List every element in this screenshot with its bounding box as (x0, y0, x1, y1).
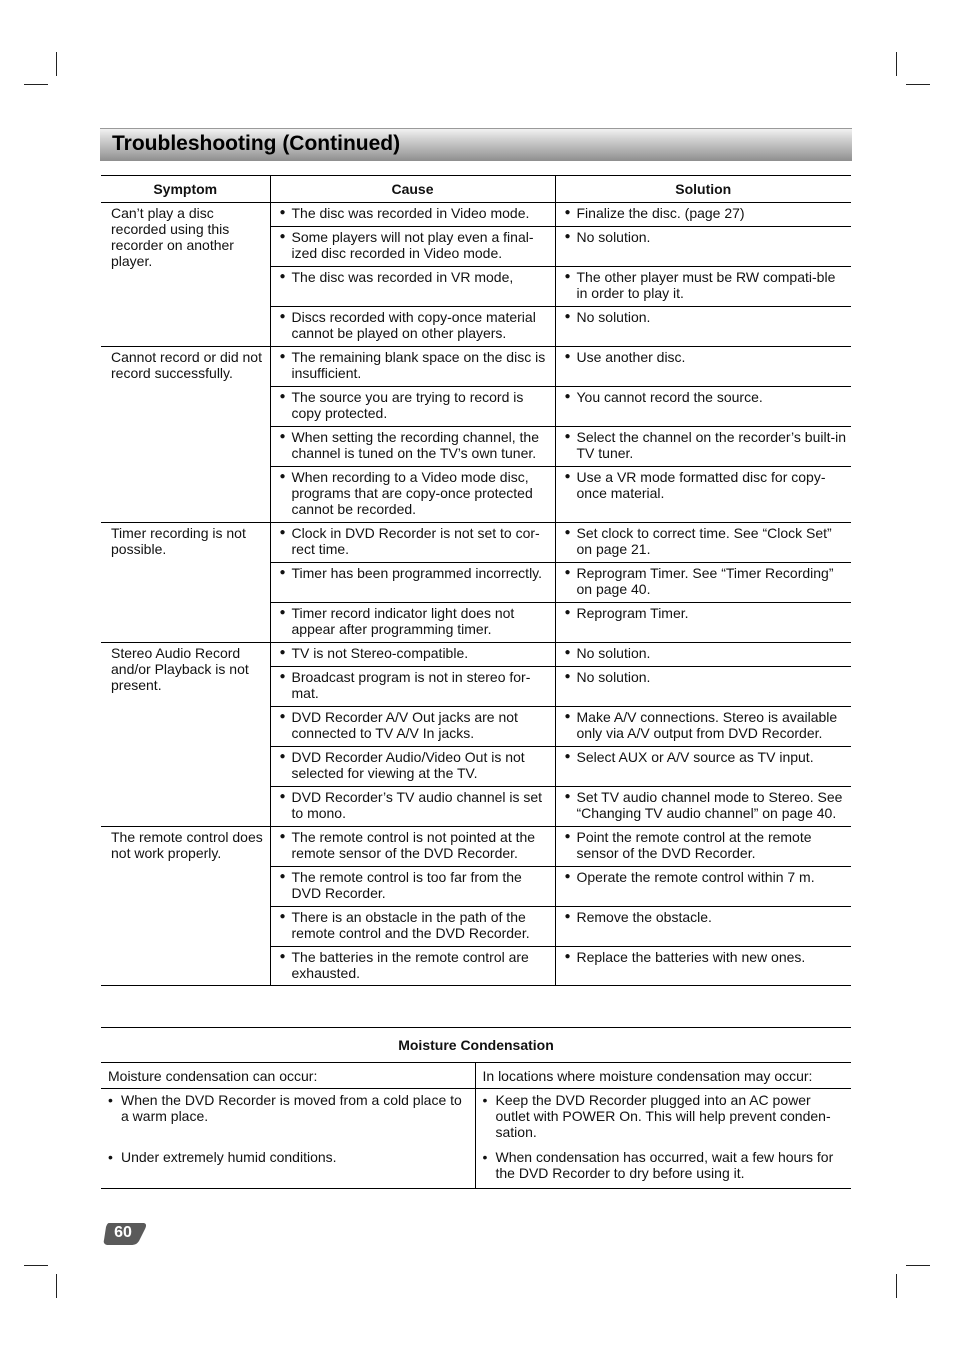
symptom-header: Symptom (101, 176, 270, 203)
troubleshooting-body (101, 203, 851, 986)
solution-header: Solution (555, 176, 851, 203)
cause-cell: ● The remote control is not pointed at the remote sensor of the DVD Recorder. (270, 827, 555, 867)
crop-mark (24, 1265, 48, 1266)
solution-cell: ● Reprogram Timer. See “Timer Recording” on page 40. (555, 563, 851, 603)
bullet-icon: • (482, 1149, 488, 1165)
cause-cell: ● Some players will not play even a final-ized disc recorded in Video mode. (270, 227, 555, 267)
cause-cell: ● The batteries in the remote control are exhausted. (270, 947, 555, 986)
troubleshooting-table (101, 175, 851, 986)
moisture-table (101, 1027, 851, 1189)
bullet-icon: • (482, 1092, 488, 1108)
bullet-icon: ● (279, 871, 286, 882)
crop-mark (24, 84, 48, 85)
solution-cell: ● Use a VR mode formatted disc for copy-once material. (555, 467, 851, 523)
title-bar (100, 128, 852, 161)
table-row (101, 643, 851, 667)
bullet-icon: ● (279, 831, 286, 842)
crop-mark (906, 1265, 930, 1266)
bullet-icon: ● (279, 607, 286, 618)
cause-cell: ● Clock in DVD Recorder is not set to cor-rect time. (270, 523, 555, 563)
bullet-icon: ● (564, 647, 571, 658)
bullet-icon: ● (279, 527, 286, 538)
bullet-icon: ● (279, 431, 286, 442)
bullet-icon: • (108, 1149, 113, 1165)
bullet-icon: ● (564, 567, 571, 578)
cause-cell: ● DVD Recorder A/V Out jacks are not connected to TV A/V In jacks. (270, 707, 555, 747)
cause-cell: ● The disc was recorded in Video mode. (270, 203, 555, 227)
bullet-icon: ● (279, 791, 286, 802)
bullet-icon: ● (564, 951, 571, 962)
bullet-icon: ● (279, 911, 286, 922)
bullet-icon: ● (279, 751, 286, 762)
cause-cell: ● The source you are trying to record is copy protected. (270, 387, 555, 427)
cause-cell: ● The remote control is too far from the DVD Recorder. (270, 867, 555, 907)
table-row (101, 347, 851, 387)
bullet-icon: • (108, 1092, 113, 1108)
moisture-left-header: Moisture condensation can occur: (101, 1063, 475, 1089)
cause-cell: ● DVD Recorder Audio/Video Out is not selected for viewing at the TV. (270, 747, 555, 787)
bullet-icon: ● (564, 711, 571, 722)
list-item: • When the DVD Recorder is moved from a cold place to a warm place. (108, 1092, 462, 1124)
bullet-icon: ● (279, 271, 286, 282)
solution-cell: ● Set clock to correct time. See “Clock Set” on page 21. (555, 523, 851, 563)
page-number: 60 (114, 1224, 132, 1241)
symptom-cell: The remote control does not work properly. (101, 827, 270, 986)
symptom-cell: Stereo Audio Record and/or Playback is not present. (101, 643, 270, 827)
bullet-icon: ● (564, 311, 571, 322)
list-item: • Under extremely humid conditions. (108, 1149, 337, 1165)
solution-cell: ● No solution. (555, 667, 851, 707)
cause-cell: ● The disc was recorded in VR mode, (270, 267, 555, 307)
cause-cell: ● DVD Recorder’s TV audio channel is set to mono. (270, 787, 555, 827)
table-row (101, 827, 851, 867)
crop-mark (56, 1274, 57, 1298)
cause-cell: ● Timer record indicator light does not appear after programming timer. (270, 603, 555, 643)
solution-cell: ● The other player must be RW compati-ble in order to play it. (555, 267, 851, 307)
table-row (101, 523, 851, 563)
bullet-icon: ● (564, 527, 571, 538)
solution-cell: ● Select AUX or A/V source as TV input. (555, 747, 851, 787)
bullet-icon: ● (279, 391, 286, 402)
bullet-icon: ● (564, 391, 571, 402)
cause-cell: ● When setting the recording channel, the channel is tuned on the TV’s own tuner. (270, 427, 555, 467)
list-item: • When condensation has occurred, wait a few hours for the DVD Recorder to dry before using it. (482, 1149, 834, 1181)
bullet-icon: ● (564, 431, 571, 442)
solution-cell: ● Set TV audio channel mode to Stereo. See “Changing TV audio channel” on page 40. (555, 787, 851, 827)
cause-cell: ● There is an obstacle in the path of the remote control and the DVD Recorder. (270, 907, 555, 947)
bullet-icon: ● (564, 351, 571, 362)
cause-cell: ● When recording to a Video mode disc, programs that are copy-once protected cannot be recorded. (270, 467, 555, 523)
solution-cell: ● Operate the remote control within 7 m. (555, 867, 851, 907)
solution-cell: ● Replace the batteries with new ones. (555, 947, 851, 986)
list-item: • Keep the DVD Recorder plugged into an AC power outlet with POWER On. This will help prevent conden-sation. (482, 1092, 831, 1140)
crop-mark (896, 1274, 897, 1298)
solution-cell: ● No solution. (555, 307, 851, 347)
bullet-icon: ● (564, 271, 571, 282)
bullet-icon: ● (564, 671, 571, 682)
bullet-icon: ● (564, 791, 571, 802)
bullet-icon: ● (279, 351, 286, 362)
moisture-right-header: In locations where moisture condensation may occur: (475, 1063, 851, 1089)
solution-cell: ● You cannot record the source. (555, 387, 851, 427)
bullet-icon: ● (564, 207, 571, 218)
solution-cell: ● Finalize the disc. (page 27) (555, 203, 851, 227)
bullet-icon: ● (279, 671, 286, 682)
cause-header: Cause (270, 176, 555, 203)
bullet-icon: ● (279, 207, 286, 218)
symptom-cell: Cannot record or did not record successfully. (101, 347, 270, 523)
moisture-right-list (475, 1089, 851, 1189)
bullet-icon: ● (564, 607, 571, 618)
page-title: Troubleshooting (Continued) (112, 132, 401, 155)
symptom-cell: Timer recording is not possible. (101, 523, 270, 643)
bullet-icon: ● (279, 311, 286, 322)
solution-cell: ● No solution. (555, 643, 851, 667)
solution-cell: ● Point the remote control at the remote sensor of the DVD Recorder. (555, 827, 851, 867)
solution-cell: ● Use another disc. (555, 347, 851, 387)
bullet-icon: ● (564, 471, 571, 482)
bullet-icon: ● (564, 911, 571, 922)
bullet-icon: ● (279, 711, 286, 722)
crop-mark (56, 52, 57, 76)
bullet-icon: ● (279, 231, 286, 242)
solution-cell: ● No solution. (555, 227, 851, 267)
symptom-cell: Can’t play a disc recorded using this recorder on another player. (101, 203, 270, 347)
cause-cell: ● Discs recorded with copy-once material cannot be played on other players. (270, 307, 555, 347)
cause-cell: ● Broadcast program is not in stereo for-mat. (270, 667, 555, 707)
solution-cell: ● Reprogram Timer. (555, 603, 851, 643)
solution-cell: ● Make A/V connections. Stereo is available only via A/V output from DVD Recorder. (555, 707, 851, 747)
bullet-icon: ● (279, 567, 286, 578)
cause-cell: ● TV is not Stereo-compatible. (270, 643, 555, 667)
solution-cell: ● Remove the obstacle. (555, 907, 851, 947)
cause-cell: ● Timer has been programmed incorrectly. (270, 563, 555, 603)
crop-mark (896, 52, 897, 76)
crop-mark (906, 84, 930, 85)
bullet-icon: ● (564, 231, 571, 242)
moisture-left-list (101, 1089, 475, 1189)
solution-cell: ● Select the channel on the recorder’s built-in TV tuner. (555, 427, 851, 467)
bullet-icon: ● (564, 871, 571, 882)
bullet-icon: ● (279, 647, 286, 658)
bullet-icon: ● (279, 471, 286, 482)
bullet-icon: ● (564, 831, 571, 842)
moisture-title: Moisture Condensation (101, 1028, 851, 1063)
table-row (101, 203, 851, 227)
bullet-icon: ● (564, 751, 571, 762)
bullet-icon: ● (279, 951, 286, 962)
cause-cell: ● The remaining blank space on the disc is insufficient. (270, 347, 555, 387)
